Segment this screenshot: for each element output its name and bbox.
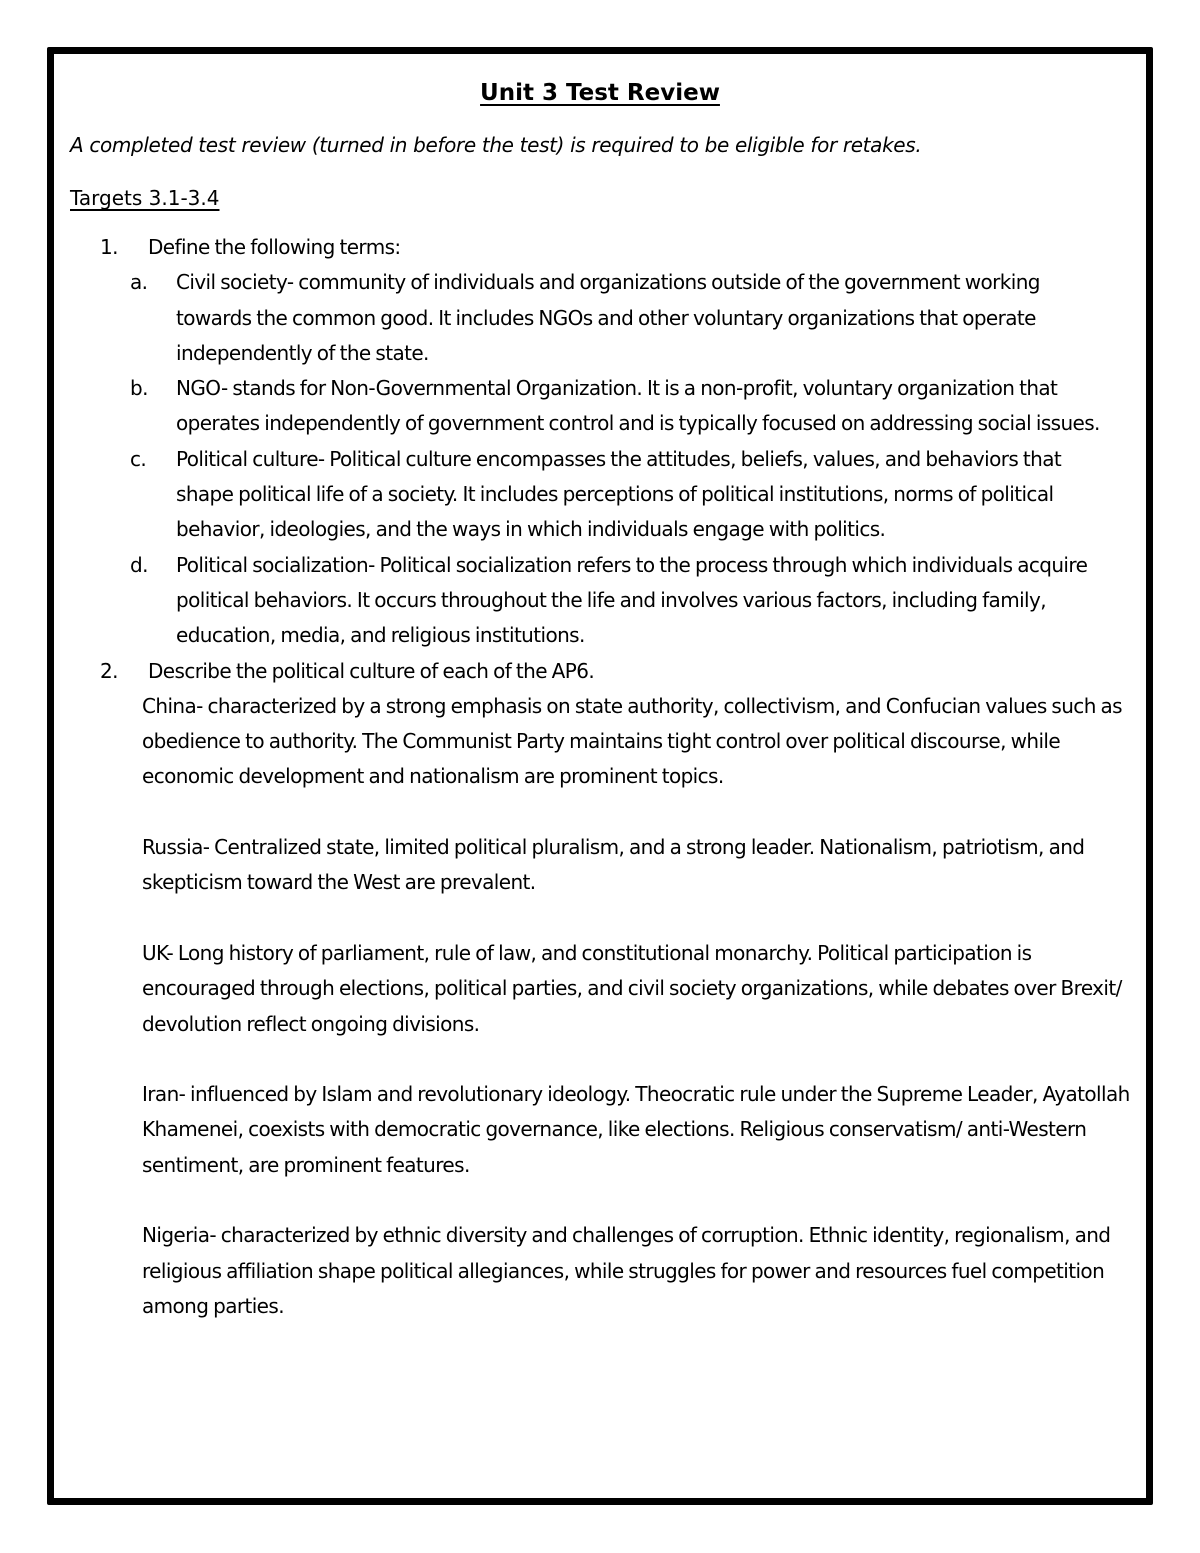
question-prompt: Describe the political culture of each of the AP6. <box>148 658 595 683</box>
answer-iran: Iran- influenced by Islam and revolutionary ideology. Theocratic rule under the Supreme Leader, Ayatollah Khamenei, coexists with democratic governance, like elections. Religious conservatism/ anti-Western sentiment, are prominent features. <box>142 1082 1130 1177</box>
definition-item <box>130 371 1140 442</box>
page-title: Unit 3 Test Review <box>480 80 720 106</box>
item-letter: a. <box>130 270 148 295</box>
question-prompt: Define the following terms: <box>148 235 401 259</box>
answer-uk: UK- Long history of parliament, rule of law, and constitutional monarchy. Political participation is encouraged through elections, political parties, and civil society organizations, while debates over Brexit/ devolution reflect ongoing divisions. <box>142 940 1122 1036</box>
question-1 <box>100 230 1140 265</box>
definition-text: NGO- stands for Non-Governmental Organization. It is a non-profit, voluntary organization that operates independently of government control and is typically focused on addressing social issues. <box>176 376 1100 436</box>
item-letter: d. <box>130 552 148 577</box>
question-number: 1. <box>100 235 118 259</box>
answer-nigeria: Nigeria- characterized by ethnic diversity and challenges of corruption. Ethnic identity, regionalism, and religious affiliation shape political allegiances, while struggles for power and resources fuel competition among parties. <box>142 1223 1111 1318</box>
definition-item <box>130 265 1140 371</box>
country-answers <box>142 689 1140 1324</box>
definition-item <box>130 548 1140 654</box>
question-number: 2. <box>100 658 118 683</box>
definition-item <box>130 442 1140 548</box>
definition-text: Political socialization- Political socialization refers to the process through which individuals acquire political behaviors. It occurs throughout the life and involves various factors, including family, education, media, and religious institutions. <box>176 552 1088 648</box>
answer-china: China- characterized by a strong emphasis on state authority, collectivism, and Confucian values such as obedience to authority. The Communist Party maintains tight control over political discourse, while economic development and nationalism are prominent topics. <box>142 693 1122 789</box>
targets-heading: Targets 3.1-3.4 <box>70 186 220 210</box>
term-definitions <box>100 265 1140 653</box>
definition-text: Civil society- community of individuals and organizations outside of the government working towards the common good. It includes NGOs and other voluntary organizations that operate independently of the state. <box>176 270 1040 365</box>
definition-text: Political culture- Political culture encompasses the attitudes, beliefs, values, and behaviors that shape political life of a society. It includes perceptions of political institutions, norms of political behavior, ideologies, and the ways in which individuals engage with politics. <box>176 446 1062 542</box>
item-letter: c. <box>130 446 147 471</box>
item-letter: b. <box>130 376 148 401</box>
question-2 <box>100 654 1140 689</box>
eligibility-note: A completed test review (turned in before the test) is required to be eligible for retakes. <box>70 133 922 157</box>
answer-russia: Russia- Centralized state, limited political pluralism, and a strong leader. Nationalism, patriotism, and skepticism toward the West are prevalent. <box>142 835 1085 895</box>
question-list <box>100 230 1140 1324</box>
